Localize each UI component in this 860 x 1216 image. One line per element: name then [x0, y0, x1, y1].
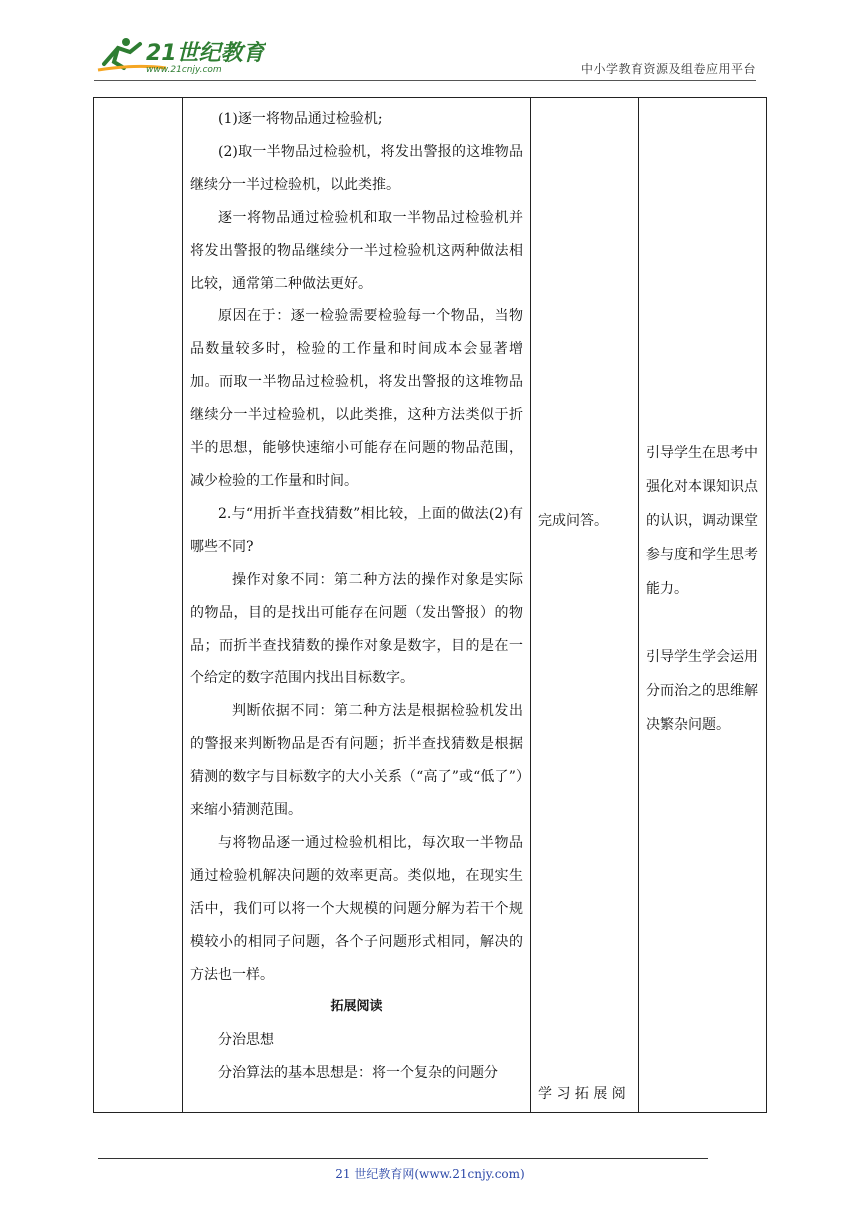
- site-logo[interactable]: [96, 34, 266, 78]
- content-paragraph: 逐一将物品通过检验机和取一半物品过检验机并将发出警报的物品继续分一半过检验机这两种做法相比较，通常第二种做法更好。: [190, 209, 523, 292]
- runner-logo-icon: [96, 34, 266, 78]
- content-paragraph: 2.与“用折半查找猜数”相比较，上面的做法(2)有哪些不同?: [190, 505, 523, 555]
- content-paragraph: 与将物品逐一通过检验机相比，每次取一半物品通过检验机解决问题的效率更高。类似地，在现实生活中，我们可以将一个大规模的问题分解为若干个规模较小的相同子问题，各个子问题形式相同，解决的方法也一样。: [190, 834, 523, 983]
- content-paragraph: (1)逐一将物品通过检验机;: [218, 111, 383, 127]
- content-paragraph: 分治思想: [218, 1032, 274, 1049]
- svg-text:www.21cnjy.com: www.21cnjy.com: [146, 65, 222, 75]
- footer-divider: [98, 1158, 708, 1159]
- content-paragraph: 判断依据不同：第二种方法是根据检验机发出的警报来判断物品是否有问题；折半查找猜数是根据猜测的数字与目标数字的大小关系（“高了”或“低了”）来缩小猜测范围。: [190, 703, 523, 819]
- content-paragraph: 分治算法的基本思想是：将一个复杂的问题分: [218, 1065, 498, 1082]
- teaching-content-cell: [190, 103, 523, 1090]
- student-activity-reading: 学 习 拓 展 阅: [538, 1086, 626, 1102]
- page-header: [0, 0, 860, 84]
- svg-text:21世纪教育: 21世纪教育: [146, 41, 265, 66]
- platform-name: 中小学教育资源及组卷应用平台: [580, 62, 756, 76]
- design-intent-cell: [646, 436, 758, 742]
- design-intent-note: 引导学生学会运用分而治之的思维解决繁杂问题。: [646, 649, 758, 733]
- design-intent-note: 引导学生在思考中强化对本课知识点的认识，调动课堂参与度和学生思考能力。: [646, 445, 758, 597]
- table-column-divider: [638, 97, 639, 1113]
- table-column-divider: [530, 97, 531, 1113]
- footer-link[interactable]: 21 世纪教育网(www.21cnjy.com): [335, 1167, 525, 1181]
- content-paragraph: (2)取一半物品过检验机，将发出警报的这堆物品继续分一半过检验机，以此类推。: [190, 143, 523, 193]
- table-column-divider: [182, 97, 183, 1113]
- header-divider: [94, 80, 756, 81]
- content-paragraph: 原因在于：逐一检验需要检验每一个物品，当物品数量较多时，检验的工作量和时间成本会显著增加。而取一半物品过检验机，将发出警报的这堆物品继续分一半过检验机，以此类推，这种方法类似于折半的思想，能够快速缩小可能存在问题的物品范围，减少检验的工作量和时间。: [190, 308, 523, 489]
- content-paragraph: 操作对象不同：第二种方法的操作对象是实际的物品，目的是找出可能存在问题（发出警报）的物品；而折半查找猜数的操作对象是数字，目的是在一个给定的数字范围内找出目标数字。: [190, 571, 523, 687]
- student-activity-answer: 完成问答。: [538, 513, 608, 529]
- section-heading: 拓展阅读: [330, 999, 383, 1015]
